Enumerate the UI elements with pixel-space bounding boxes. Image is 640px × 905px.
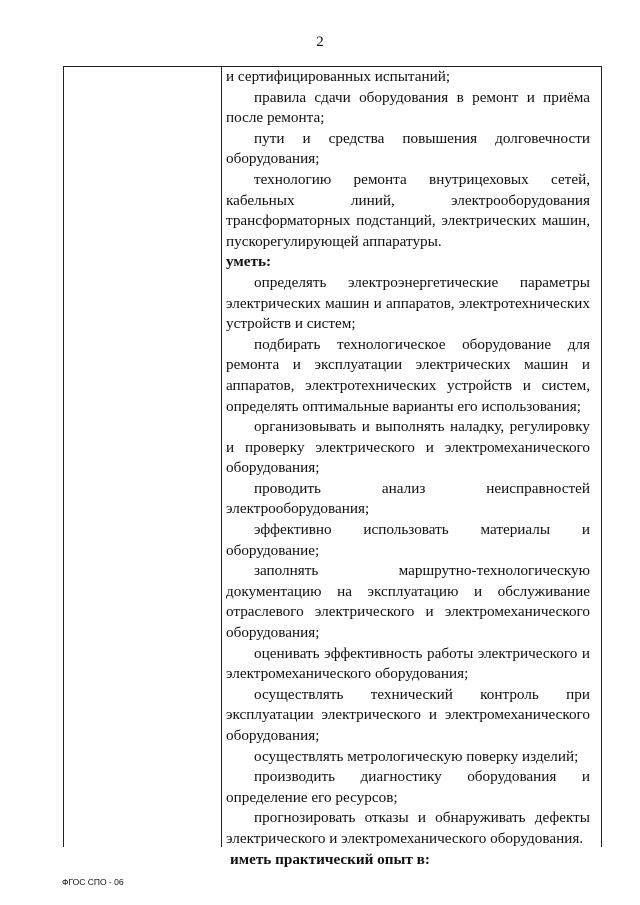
heading-skills: уметь: <box>226 253 272 271</box>
paragraph-repair-technology: технологию ремонта внутрицеховых сетей, кабельных линий, электрооборудования трансформаторных подстанций, электрических машин, пускорегулирующей аппаратуры. <box>226 170 590 250</box>
paragraph-durability: пути и средства повышения долговечности оборудования; <box>226 129 590 168</box>
paragraph-certified-tests: и сертифицированных испытаний; <box>226 68 451 85</box>
heading-practical-experience: иметь практический опыт в: <box>230 850 430 868</box>
paragraph-equipment-selection: подбирать технологическое оборудование для ремонта и эксплуатации электрических машин и аппаратов, электротехнических устройств и систем, определять оптимальные варианты его использования; <box>226 335 590 415</box>
column-divider <box>221 67 222 847</box>
paragraph-fault-analysis: проводить анализ неисправностей электрооборудования; <box>226 479 590 518</box>
paragraph-defects: прогнозировать отказы и обнаруживать дефекты электрического и электромеханического оборудования. <box>226 809 590 847</box>
page-number: 2 <box>316 34 324 50</box>
paragraph-documentation: заполнять маршрутно-технологическую документацию на эксплуатацию и обслуживание отраслевого электрического и электромеханического оборудования; <box>226 562 590 642</box>
paragraph-metrology: осуществлять метрологическую поверку изделий; <box>254 747 579 765</box>
paragraph-adjustment: организовывать и выполнять наладку, регулировку и проверку электрического и электромеханического оборудования; <box>226 418 590 477</box>
paragraph-technical-control: осуществлять технический контроль при эксплуатации электрического и электромеханического оборудования; <box>226 685 590 744</box>
paragraph-repair-rules: правила сдачи оборудования в ремонт и приёма после ремонта; <box>226 88 590 127</box>
paragraph-efficiency: оценивать эффективность работы электрического и электромеханического оборудования; <box>226 644 590 683</box>
footer-label: ФГОС СПО - 06 <box>62 877 124 887</box>
paragraph-parameters: определять электроэнергетические параметры электрических машин и аппаратов, электротехнических устройств и систем; <box>226 273 590 333</box>
requirements-table <box>63 66 602 868</box>
requirements-cell <box>226 67 590 870</box>
paragraph-materials: эффективно использовать материалы и оборудование; <box>226 521 590 559</box>
paragraph-diagnostics: производить диагностику оборудования и определение его ресурсов; <box>226 768 590 806</box>
